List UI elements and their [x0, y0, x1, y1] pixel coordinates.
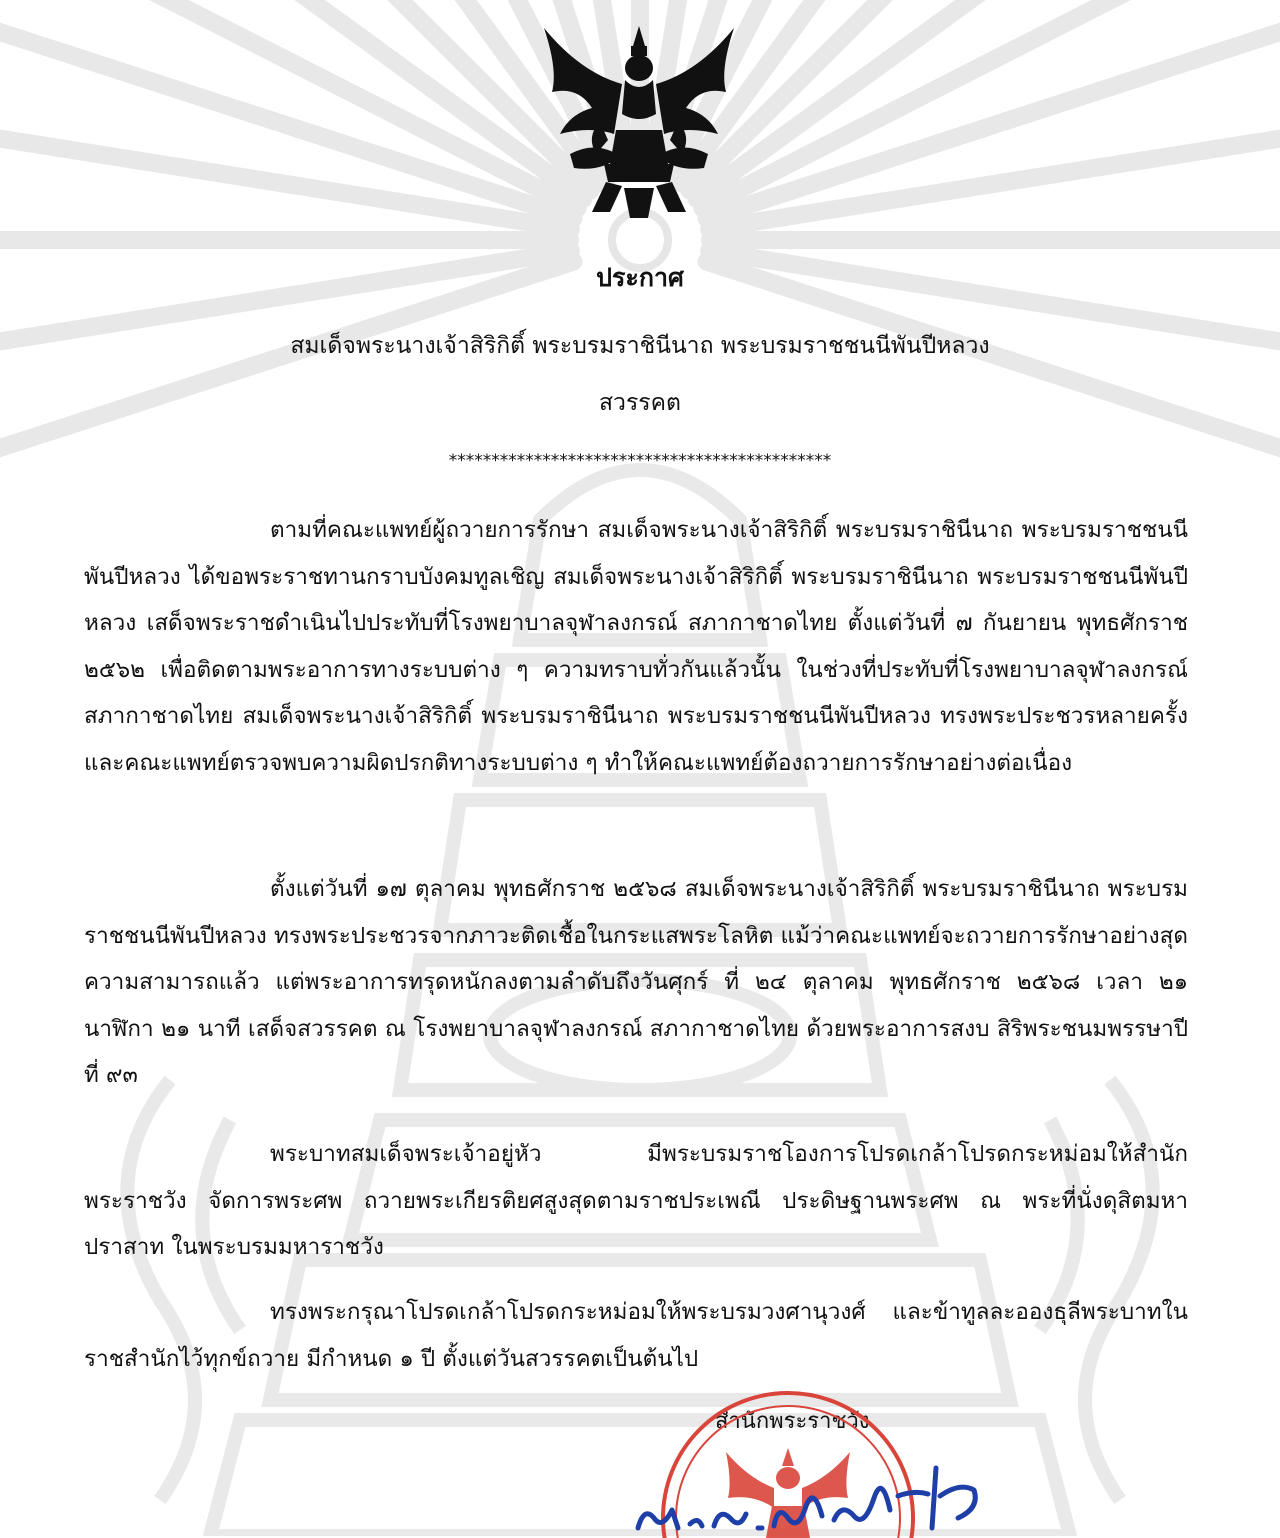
document-title: ประกาศ: [596, 263, 684, 292]
document-subtitle-line2: สวรรคต: [599, 390, 681, 416]
issuer-signoff: สำนักพระราชวัง: [715, 1409, 870, 1434]
paragraph-3: พระบาทสมเด็จพระเจ้าอยู่หัว มีพระบรมราชโองการโปรดเกล้าโปรดกระหม่อมให้สำนักพระราชวัง จัดการพระศพ ถวายพระเกียรติยศสูงสุดตามราชประเพณี ประดิษฐานพระศพ ณ พระที่นั่งดุสิตมหาปราสาท ในพระบรมมหาราชวัง: [84, 1141, 1188, 1260]
official-seal-and-signature: [628, 1378, 988, 1538]
seal-garuda: [726, 1448, 850, 1538]
paragraph-4: ทรงพระกรุณาโปรดเกล้าโปรดกระหม่อมให้พระบรมวงศานุวงศ์ และข้าทูลละอองธุลีพระบาทในราชสำนักไว้ทุกข์ถวาย มีกำหนด ๑ ปี ตั้งแต่วันสวรรคตเป็นต้นไป: [84, 1299, 1188, 1372]
asterisk-separator: *********************************************: [448, 451, 832, 471]
paragraph-1: ตามที่คณะแพทย์ผู้ถวายการรักษา สมเด็จพระนางเจ้าสิริกิติ์ พระบรมราชินีนาถ พระบรมราชชนนีพันปีหลวง ได้ขอพระราชทานกราบบังคมทูลเชิญ สมเด็จพระนางเจ้าสิริกิติ์ พระบรมราชินีนาถ พระบรมราชชนนีพันปีหลวง เสด็จพระราชดำเนินไปประทับที่โรงพยาบาลจุฬาลงกรณ์ สภากาชาดไทย ตั้งแต่วันที่ ๗ กันยายน พุทธศักราช ๒๕๖๒ เพื่อติดตามพระอาการทางระบบต่าง ๆ ความทราบทั่วกันแล้วนั้น ในช่วงที่ประทับที่โรงพยาบาลจุฬาลงกรณ์ สภากาชาดไทย สมเด็จพระนางเจ้าสิริกิติ์ พระบรมราชินีนาถ พระบรมราชชนนีพันปีหลวง ทรงพระประชวรหลายครั้ง และคณะแพทย์ตรวจพบความผิดปรกติทางระบบต่าง ๆ ทำให้คณะแพทย์ต้องถวายการรักษาอย่างต่อเนื่อง: [84, 517, 1188, 776]
paragraph-2: ตั้งแต่วันที่ ๑๗ ตุลาคม พุทธศักราช ๒๕๖๘ สมเด็จพระนางเจ้าสิริกิติ์ พระบรมราชินีนาถ พระบรมราชชนนีพันปีหลวง ทรงพระประชวรจากภาวะติดเชื้อในกระแสพระโลหิต แม้ว่าคณะแพทย์จะถวายการรักษาอย่างสุดความสามารถแล้ว แต่พระอาการทรุดหนักลงตามลำดับถึงวันศุกร์ ที่ ๒๔ ตุลาคม พุทธศักราช ๒๕๖๘ เวลา ๒๑ นาฬิกา ๒๑ นาที เสด็จสวรรคต ณ โรงพยาบาลจุฬาลงกรณ์ สภากาชาดไทย ด้วยพระอาการสงบ สิริพระชนมพรรษาปีที่ ๙๓: [84, 876, 1188, 1088]
document-subtitle: สมเด็จพระนางเจ้าสิริกิติ์ พระบรมราชินีนาถ พระบรมราชชนนีพันปีหลวง: [290, 333, 990, 359]
